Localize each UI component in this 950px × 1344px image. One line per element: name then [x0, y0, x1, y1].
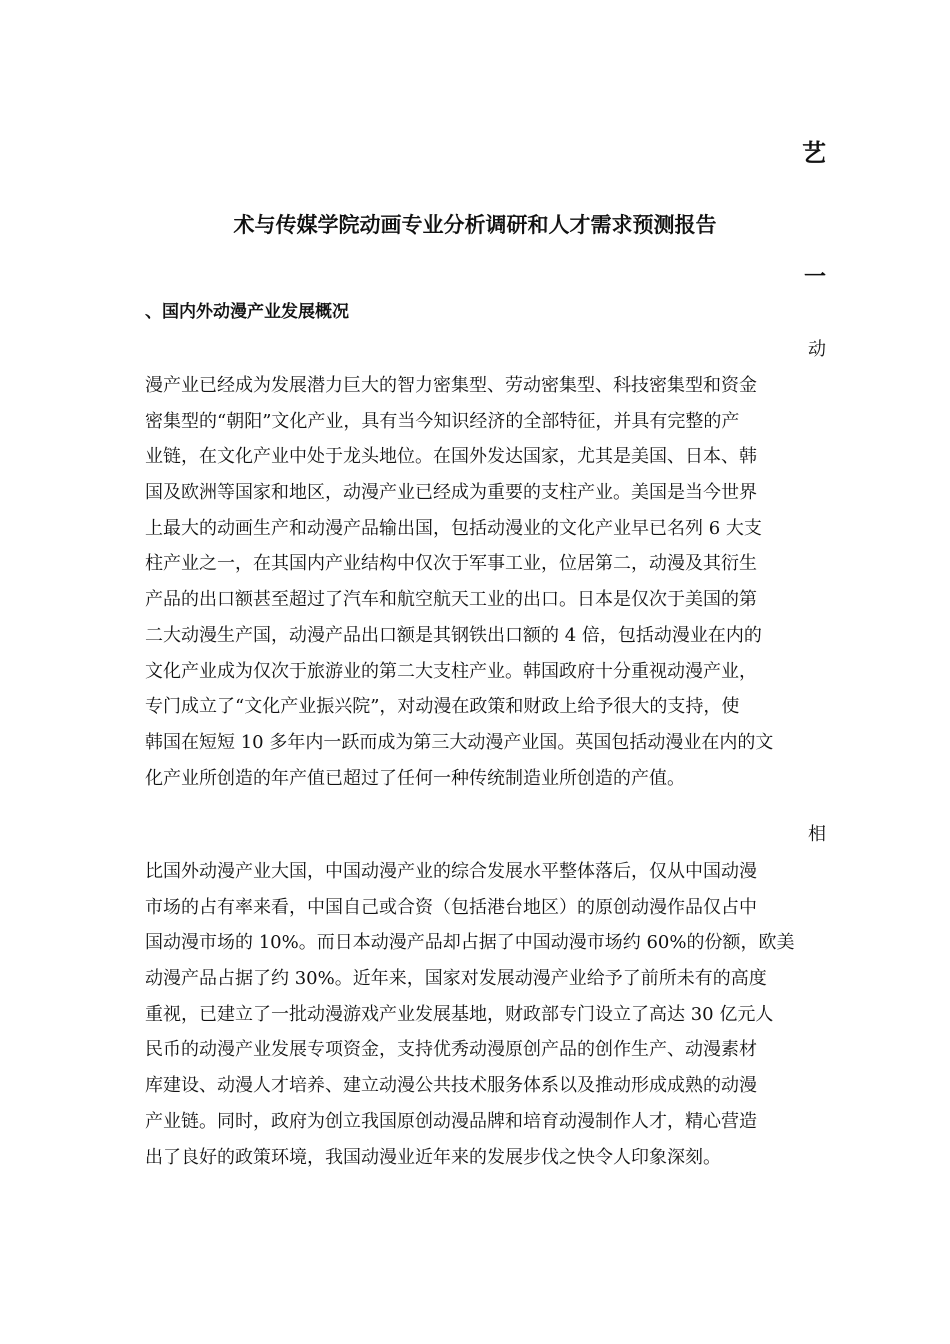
paragraph-line: 国及欧洲等国家和地区，动漫产业已经成为重要的支柱产业。美国是当今世界	[145, 482, 757, 504]
paragraph-line: 库建设、动漫人才培养、建立动漫公共技术服务体系以及推动形成成熟的动漫	[145, 1075, 757, 1097]
paragraph-line: 动漫产品占据了约 30%。近年来，国家对发展动漫产业给予了前所未有的高度	[145, 968, 767, 990]
paragraph-line: 业链，在文化产业中处于龙头地位。在国外发达国家，尤其是美国、日本、韩	[145, 446, 757, 468]
paragraph-line: 比国外动漫产业大国，中国动漫产业的综合发展水平整体落后，仅从中国动漫	[145, 861, 757, 882]
section-number: 一	[803, 264, 826, 290]
paragraph-2	[145, 854, 808, 1175]
paragraph-line: 上最大的动画生产和动漫产品输出国，包括动漫业的文化产业早已名列 6 大支	[145, 517, 762, 539]
title-first-character: 艺	[802, 138, 826, 167]
paragraph-line: 二大动漫生产国，动漫产品出口额是其钢铁出口额的 4 倍，包括动漫业在内的	[145, 624, 762, 646]
paragraph-line: 漫产业已经成为发展潜力巨大的智力密集型、劳动密集型、科技密集型和资金	[145, 375, 757, 396]
paragraph-line: 国动漫市场的 10%。而日本动漫产品却占据了中国动漫市场约 60%的份额，欧美	[145, 932, 795, 954]
paragraph-line: 韩国在短短 10 多年内一跃而成为第三大动漫产业国。英国包括动漫业在内的文	[145, 731, 774, 753]
paragraph-line: 重视，已建立了一批动漫游戏产业发展基地，财政部专门设立了高达 30 亿元人	[145, 1003, 774, 1025]
paragraph-line: 密集型的“朝阳”文化产业，具有当今知识经济的全部特征，并具有完整的产	[145, 410, 740, 432]
paragraph-line: 专门成立了“文化产业振兴院”，对动漫在政策和财政上给予很大的支持，使	[145, 696, 740, 718]
paragraph-line: 市场的占有率来看，中国自己或合资（包括港台地区）的原创动漫作品仅占中	[145, 896, 757, 918]
paragraph-line: 柱产业之一，在其国内产业结构中仅次于军事工业，位居第二，动漫及其衍生	[145, 553, 757, 575]
paragraph-line: 产业链。同时，政府为创立我国原创动漫品牌和培育动漫制作人才，精心营造	[145, 1110, 757, 1132]
paragraph-1-first-character: 动	[808, 339, 826, 360]
paragraph-1	[145, 368, 808, 796]
paragraph-line: 化产业所创造的年产值已超过了任何一种传统制造业所创造的产值。	[145, 767, 685, 789]
paragraph-line: 民币的动漫产业发展专项资金，支持优秀动漫原创产品的创作生产、动漫素材	[145, 1039, 757, 1061]
paragraph-line: 出了良好的政策环境，我国动漫业近年来的发展步伐之快令人印象深刻。	[145, 1146, 721, 1168]
section-heading: 、国内外动漫产业发展概况	[145, 302, 349, 322]
paragraph-line: 文化产业成为仅次于旅游业的第二大支柱产业。韩国政府十分重视动漫产业，	[145, 660, 757, 682]
paragraph-line: 产品的出口额甚至超过了汽车和航空航天工业的出口。日本是仅次于美国的第	[145, 589, 757, 611]
document-title: 术与传媒学院动画专业分析调研和人才需求预测报告	[233, 212, 717, 237]
paragraph-2-first-character: 相	[808, 824, 826, 845]
